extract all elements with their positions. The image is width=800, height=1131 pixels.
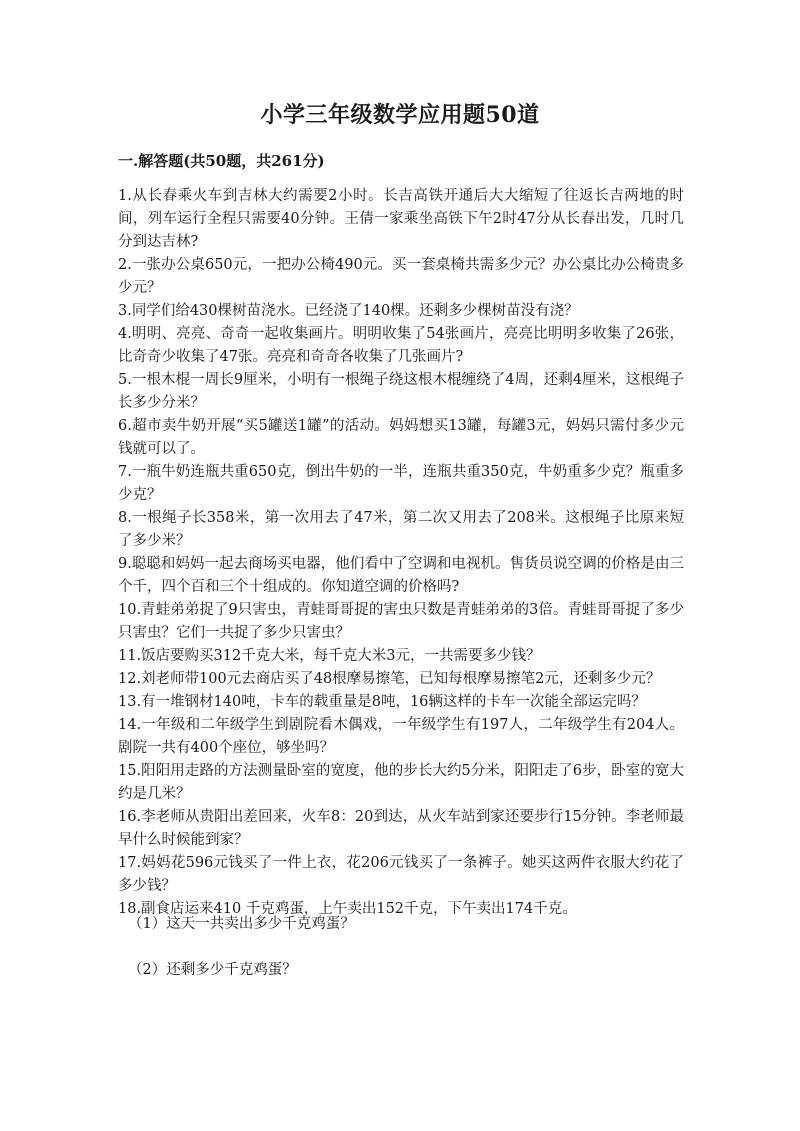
sub-question-item: （1）这天一共卖出多少千克鸡蛋？	[128, 916, 355, 932]
question-item: 1.从长春乘火车到吉林大约需要2小时。长吉高铁开通后大大缩短了往返长吉两地的时间，列车运行全程只需要40分钟。王倩一家乘坐高铁下午2时47分从长春出发，几时几分到达吉林?	[118, 188, 684, 250]
question-item: 4.明明、亮亮、奇奇一起收集画片。明明收集了54张画片，亮亮比明明多收集了26张，比奇奇少收集了47张。亮亮和奇奇各收集了几张画片?	[118, 326, 684, 365]
question-item: 11.饭店要购买312千克大米，每千克大米3元，一共需要多少钱？	[118, 648, 541, 664]
question-item: 18.副食店运来410 千克鸡蛋，上午卖出152千克，下午卖出174千克。	[118, 901, 577, 917]
sub-question-item: （2）还剩多少千克鸡蛋？	[128, 962, 297, 978]
question-item: 14.一年级和二年级学生到剧院看木偶戏，一年级学生有197人，二年级学生有204人。剧院一共有400个座位，够坐吗？	[118, 717, 684, 756]
question-item: 10.青蛙弟弟捉了9只害虫，青蛙哥哥捉的害虫只数是青蛙弟弟的3倍。青蛙哥哥捉了多少只害虫？它们一共捉了多少只害虫？	[118, 602, 684, 641]
question-item: 2.一张办公桌650元，一把办公椅490元。买一套桌椅共需多少元？办公桌比办公椅贵多少元？	[118, 257, 684, 296]
question-item: 8.一根绳子长358米，第一次用去了47米，第二次又用去了208米。这根绳子比原来短了多少米？	[118, 510, 684, 549]
question-item: 6.超市卖牛奶开展“买5罐送1罐”的活动。妈妈想买13罐，每罐3元，妈妈只需付多少元钱就可以了。	[118, 418, 684, 457]
question-item: 12.刘老师带100元去商店买了48根摩易擦笔，已知每根摩易擦笔2元，还剩多少元？	[118, 671, 661, 687]
question-item: 7.一瓶牛奶连瓶共重650克，倒出牛奶的一半，连瓶共重350克，牛奶重多少克？瓶重多少克？	[118, 464, 684, 503]
question-item: 5.一根木棍一周长9厘米，小明有一根绳子绕这根木棍缠绕了4周，还剩4厘米，这根绳子长多少分米？	[118, 372, 684, 411]
question-item: 3.同学们给430棵树苗浇水。已经浇了140棵。还剩多少棵树苗没有浇？	[118, 303, 579, 319]
question-list	[118, 185, 684, 921]
sub-question-list	[128, 913, 684, 1005]
page-title: 小学三年级数学应用题50道	[260, 102, 540, 128]
question-item: 16.李老师从贵阳出差回来，火车8：20到达，从火车站到家还要步行15分钟。李老师最早什么时候能到家？	[118, 809, 684, 848]
section-heading: 一.解答题(共50题，共261分)	[118, 152, 325, 170]
question-item: 15.阳阳用走路的方法测量卧室的宽度，他的步长大约5分米，阳阳走了6步，卧室的宽大约是几米？	[118, 763, 684, 802]
question-item: 13.有一堆钢材140吨，卡车的载重量是8吨，16辆这样的卡车一次能全部运完吗？	[118, 694, 646, 710]
question-item: 9.聪聪和妈妈一起去商场买电器，他们看中了空调和电视机。售货员说空调的价格是由三个千，四个百和三个十组成的。你知道空调的价格吗?	[118, 556, 684, 595]
question-item: 17.妈妈花596元钱买了一件上衣，花206元钱买了一条裤子。她买这两件衣服大约花了多少钱？	[118, 855, 684, 894]
